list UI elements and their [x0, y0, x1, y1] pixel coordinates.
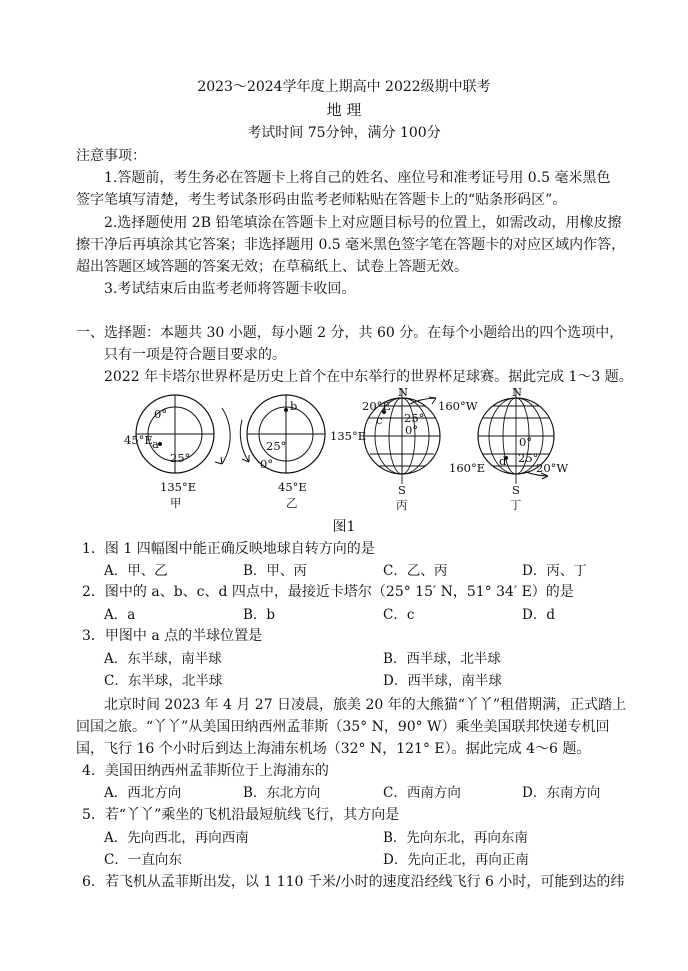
label: 丁 — [510, 498, 522, 512]
label: d — [499, 454, 507, 468]
label: 25° — [404, 411, 425, 425]
notice-line: 1.答题前，考生务必在答题卡上将自己的姓名、座位号和准考证号用 0.5 毫米黑色 — [104, 170, 611, 186]
option-b[interactable]: B．西半球，北半球 — [383, 651, 501, 667]
option-d[interactable]: D．先向正北，再向正南 — [383, 852, 529, 868]
section-heading: 一、选择题：本题共 30 小题，每小题 2 分，共 60 分。在每个小题给出的四个选项中， — [76, 325, 624, 341]
label: 甲 — [170, 496, 182, 510]
label: 45°E — [124, 433, 153, 447]
globe-yi — [240, 395, 366, 510]
option-a[interactable]: A．西北方向 — [104, 785, 182, 801]
option-d[interactable]: D．西半球，南半球 — [383, 673, 502, 689]
notice-line: 2.选择题使用 2B 铅笔填涂在答题卡上对应题目标号的位置上，如需改动，用橡皮擦 — [104, 215, 622, 231]
question-stem: 1．图 1 四幅图中能正确反映地球自转方向的是 — [82, 541, 375, 557]
option-a[interactable]: A．甲、乙 — [104, 563, 168, 579]
option-d[interactable]: D．丙、丁 — [522, 563, 587, 579]
label: 0° — [154, 407, 168, 421]
question-stem: 5．若“丫丫”乘坐的飞机沿最短航线飞行，其方向是 — [82, 807, 400, 823]
exam-time-info: 考试时间 75分钟，满分 100分 — [247, 125, 441, 141]
option-a[interactable]: A．先向西北，再向西南 — [104, 830, 249, 846]
label: 丙 — [396, 498, 408, 512]
label: 0° — [519, 435, 533, 449]
figure-caption: 图1 — [332, 519, 356, 535]
label: 0° — [405, 423, 419, 437]
label: b — [290, 399, 298, 413]
label: N — [512, 386, 523, 399]
question-stem: 6．若飞机从孟菲斯出发，以 1 110 千米/小时的速度沿经线飞行 6 小时，可能到达的纬 — [82, 874, 625, 890]
notice-line: 3.考试结束后由监考老师将答题卡收回。 — [104, 281, 356, 297]
option-d[interactable]: D．东南方向 — [522, 785, 601, 801]
label: S — [398, 483, 406, 497]
label: 乙 — [286, 496, 298, 510]
label: 25° — [266, 439, 287, 453]
exam-title: 2023～2024学年度上期高中 2022级期中联考 — [197, 79, 491, 95]
label: N — [398, 386, 409, 399]
label: c — [376, 413, 383, 427]
passage-intro: 2022 年卡塔尔世界杯是历史上首个在中东举行的世界杯足球赛。据此完成 1～3 题。 — [104, 369, 633, 385]
option-b[interactable]: B．甲、丙 — [243, 563, 307, 579]
option-a[interactable]: A．a — [104, 607, 136, 623]
section-heading-cont: 只有一项是符合题目要求的。 — [104, 347, 286, 363]
label: 20°E — [362, 399, 391, 413]
label: 135°E — [330, 429, 367, 443]
notice-line: 超出答题区域答题的答案无效；在草稿纸上、试卷上答题无效。 — [76, 259, 468, 275]
exam-subject: 地 理 — [326, 101, 362, 119]
label: S — [512, 483, 520, 497]
option-b[interactable]: B．b — [243, 607, 276, 623]
arrow-icon — [215, 457, 222, 464]
label: 135°E — [160, 480, 197, 494]
point-b — [284, 408, 288, 412]
option-d[interactable]: D．d — [522, 607, 555, 623]
notice-line: 签字笔填写清楚，考生考试条形码由监考老师粘贴在答题卡上的“贴条形码区”。 — [76, 192, 567, 208]
question-stem: 2．图中的 a、b、c、d 四点中，最接近卡塔尔（25° 15′ N，51° 34′ E）的是 — [82, 584, 574, 600]
passage-line: 回国之旅。“丫丫”从美国田纳西州孟菲斯（35° N，90° W）乘坐美国联邦快递专机回 — [76, 719, 610, 735]
passage-line: 北京时间 2023 年 4 月 27 日凌晨，旅美 20 年的大熊猫“丫丫”租借期满，正式踏上 — [104, 697, 627, 713]
passage-line: 国，飞行 16 个小时后到达上海浦东机场（32° N，121° E）。据此完成 4～6 题。 — [76, 741, 591, 757]
label: 25° — [170, 451, 191, 465]
label: 25° — [518, 451, 539, 465]
globe-bing — [362, 386, 478, 512]
label: a — [152, 437, 159, 451]
question-stem: 3．甲图中 a 点的半球位置是 — [82, 628, 263, 644]
option-b[interactable]: B．先向东北，再向东南 — [383, 830, 528, 846]
option-b[interactable]: B．东北方向 — [243, 785, 321, 801]
label: 160°W — [438, 399, 478, 413]
option-c[interactable]: C．乙、丙 — [383, 563, 448, 579]
option-c[interactable]: C．西南方向 — [383, 785, 461, 801]
notice-line: 擦干净后再填涂其它答案；非选择题用 0.5 毫米黑色签字笔在答题卡的对应区域内作答， — [76, 237, 626, 253]
label: 0° — [260, 457, 274, 471]
option-c[interactable]: C．东半球，北半球 — [104, 673, 223, 689]
label: 160°E — [449, 461, 486, 475]
globe-jia — [124, 395, 230, 510]
notice-heading: 注意事项： — [76, 148, 146, 164]
label: 45°E — [278, 480, 307, 494]
option-c[interactable]: C．c — [383, 607, 415, 623]
option-a[interactable]: A．东半球，南半球 — [104, 651, 222, 667]
option-c[interactable]: C．一直向东 — [104, 852, 182, 868]
figure-1 — [118, 386, 578, 516]
question-stem: 4．美国田纳西州孟菲斯位于上海浦东的 — [82, 763, 329, 779]
label: 20°W — [536, 461, 569, 475]
